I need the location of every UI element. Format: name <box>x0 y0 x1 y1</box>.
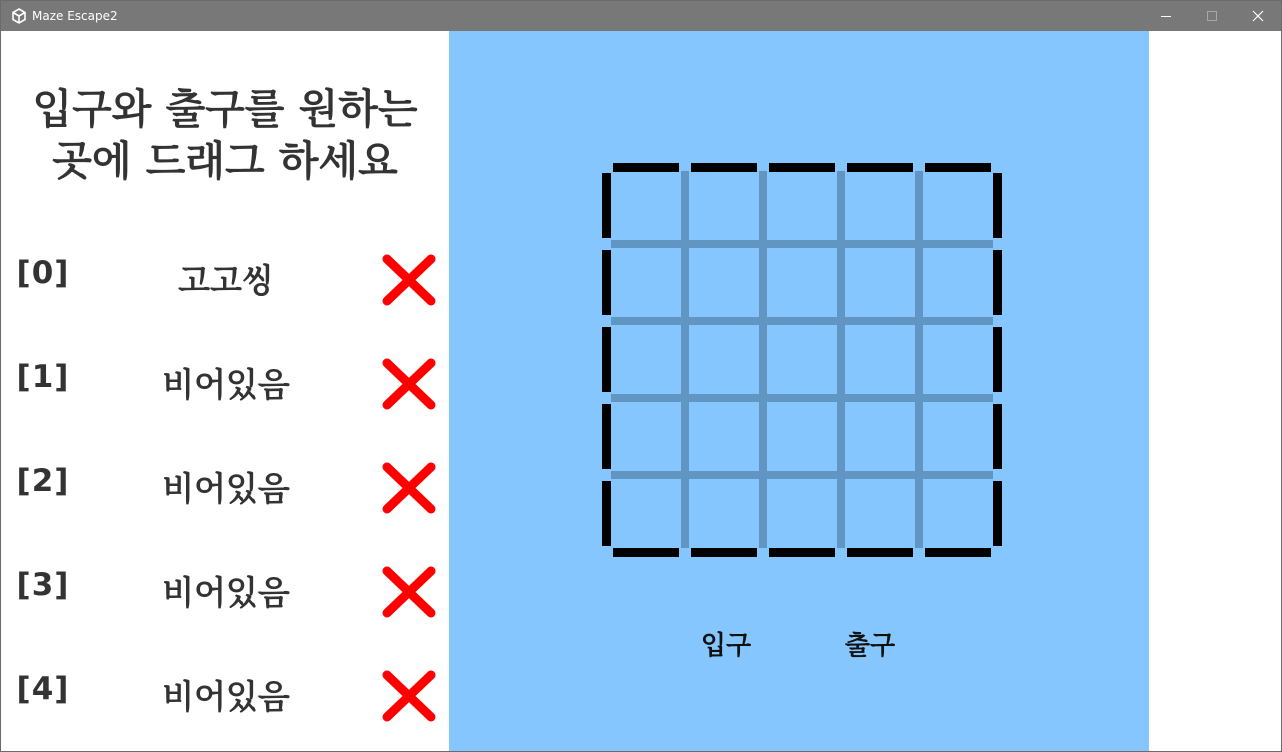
maze-cell-0-2[interactable] <box>763 167 841 244</box>
maze-wall-top[interactable] <box>691 163 757 172</box>
close-button[interactable] <box>1235 1 1281 31</box>
maze-inner-line-vertical <box>837 171 845 548</box>
save-slot-3[interactable] <box>1 561 449 621</box>
save-slot-0[interactable] <box>1 249 449 309</box>
slot-name[interactable]: 고고씽 <box>178 261 274 300</box>
maze-wall-right[interactable] <box>993 327 1002 392</box>
maze-wall-left[interactable] <box>602 404 611 469</box>
delete-slot-1-icon[interactable] <box>381 357 437 411</box>
delete-slot-0-icon[interactable] <box>381 253 437 307</box>
slot-index: [1] <box>16 359 70 395</box>
save-slot-panel <box>1 31 449 751</box>
maze-wall-bottom[interactable] <box>769 548 835 557</box>
maze-wall-bottom[interactable] <box>691 548 757 557</box>
maximize-button[interactable] <box>1189 1 1235 31</box>
window-title: Maze Escape2 <box>32 9 118 23</box>
maze-inner-line-horizontal <box>611 394 993 402</box>
minimize-icon <box>1160 10 1172 22</box>
maze-cell-1-3[interactable] <box>841 244 919 321</box>
delete-slot-3-icon[interactable] <box>381 565 437 619</box>
maze-wall-right[interactable] <box>993 404 1002 469</box>
maze-cell-2-3[interactable] <box>841 321 919 398</box>
instruction-heading <box>1 83 449 187</box>
exit-marker[interactable]: 출구 <box>844 631 896 661</box>
maze-wall-bottom[interactable] <box>847 548 913 557</box>
maze-inner-line-horizontal <box>611 471 993 479</box>
maze-cell-0-4[interactable] <box>919 167 997 244</box>
maze-wall-top[interactable] <box>847 163 913 172</box>
maze-cell-0-3[interactable] <box>841 167 919 244</box>
maze-wall-left[interactable] <box>602 173 611 238</box>
maze-cell-1-0[interactable] <box>607 244 685 321</box>
maze-inner-line-vertical <box>681 171 689 548</box>
maze-wall-left[interactable] <box>602 327 611 392</box>
maze-wall-top[interactable] <box>613 163 679 172</box>
maze-cell-4-2[interactable] <box>763 475 841 552</box>
slot-name[interactable]: 비어있음 <box>162 573 290 612</box>
save-slot-4[interactable] <box>1 665 449 725</box>
maze-wall-right[interactable] <box>993 481 1002 546</box>
close-icon <box>1252 10 1264 22</box>
minimize-button[interactable] <box>1143 1 1189 31</box>
maze-panel <box>449 31 1149 751</box>
maze-cell-4-4[interactable] <box>919 475 997 552</box>
maze-cell-3-3[interactable] <box>841 398 919 475</box>
slot-name[interactable]: 비어있음 <box>162 469 290 508</box>
maximize-icon <box>1206 10 1218 22</box>
maze-cell-3-4[interactable] <box>919 398 997 475</box>
maze-wall-top[interactable] <box>925 163 991 172</box>
maze-wall-left[interactable] <box>602 250 611 315</box>
slot-index: [0] <box>16 255 70 291</box>
maze-cell-1-4[interactable] <box>919 244 997 321</box>
maze-cell-2-4[interactable] <box>919 321 997 398</box>
entrance-marker[interactable]: 입구 <box>700 631 752 661</box>
maze-cell-0-1[interactable] <box>685 167 763 244</box>
maze-cell-3-2[interactable] <box>763 398 841 475</box>
instruction-line-1: 입구와 출구를 원하는 <box>32 85 418 133</box>
maze-inner-line-horizontal <box>611 240 993 248</box>
maze-cell-3-0[interactable] <box>607 398 685 475</box>
save-slot-1[interactable] <box>1 353 449 413</box>
maze-inner-line-horizontal <box>611 317 993 325</box>
maze-cell-1-2[interactable] <box>763 244 841 321</box>
slot-index: [4] <box>16 671 70 707</box>
maze-cell-0-0[interactable] <box>607 167 685 244</box>
slot-name[interactable]: 비어있음 <box>162 677 290 716</box>
unity-icon <box>11 8 27 24</box>
maze-wall-bottom[interactable] <box>613 548 679 557</box>
delete-slot-4-icon[interactable] <box>381 669 437 723</box>
slot-index: [2] <box>16 463 70 499</box>
slot-name[interactable]: 비어있음 <box>162 365 290 404</box>
maze-wall-right[interactable] <box>993 173 1002 238</box>
maze-cell-2-0[interactable] <box>607 321 685 398</box>
maze-cell-4-1[interactable] <box>685 475 763 552</box>
empty-margin <box>1149 31 1281 751</box>
maze-cell-2-1[interactable] <box>685 321 763 398</box>
maze-cell-4-0[interactable] <box>607 475 685 552</box>
maze-cell-3-1[interactable] <box>685 398 763 475</box>
maze-cell-1-1[interactable] <box>685 244 763 321</box>
slot-index: [3] <box>16 567 70 603</box>
maze-wall-bottom[interactable] <box>925 548 991 557</box>
instruction-line-2: 곳에 드래그 하세요 <box>52 137 398 185</box>
maze-inner-line-vertical <box>759 171 767 548</box>
maze-wall-top[interactable] <box>769 163 835 172</box>
title-bar[interactable] <box>1 1 1281 31</box>
maze-wall-right[interactable] <box>993 250 1002 315</box>
delete-slot-2-icon[interactable] <box>381 461 437 515</box>
save-slot-2[interactable] <box>1 457 449 517</box>
maze-wall-left[interactable] <box>602 481 611 546</box>
maze-cell-2-2[interactable] <box>763 321 841 398</box>
maze-cell-4-3[interactable] <box>841 475 919 552</box>
maze-grid[interactable] <box>449 31 1149 751</box>
maze-inner-line-vertical <box>915 171 923 548</box>
